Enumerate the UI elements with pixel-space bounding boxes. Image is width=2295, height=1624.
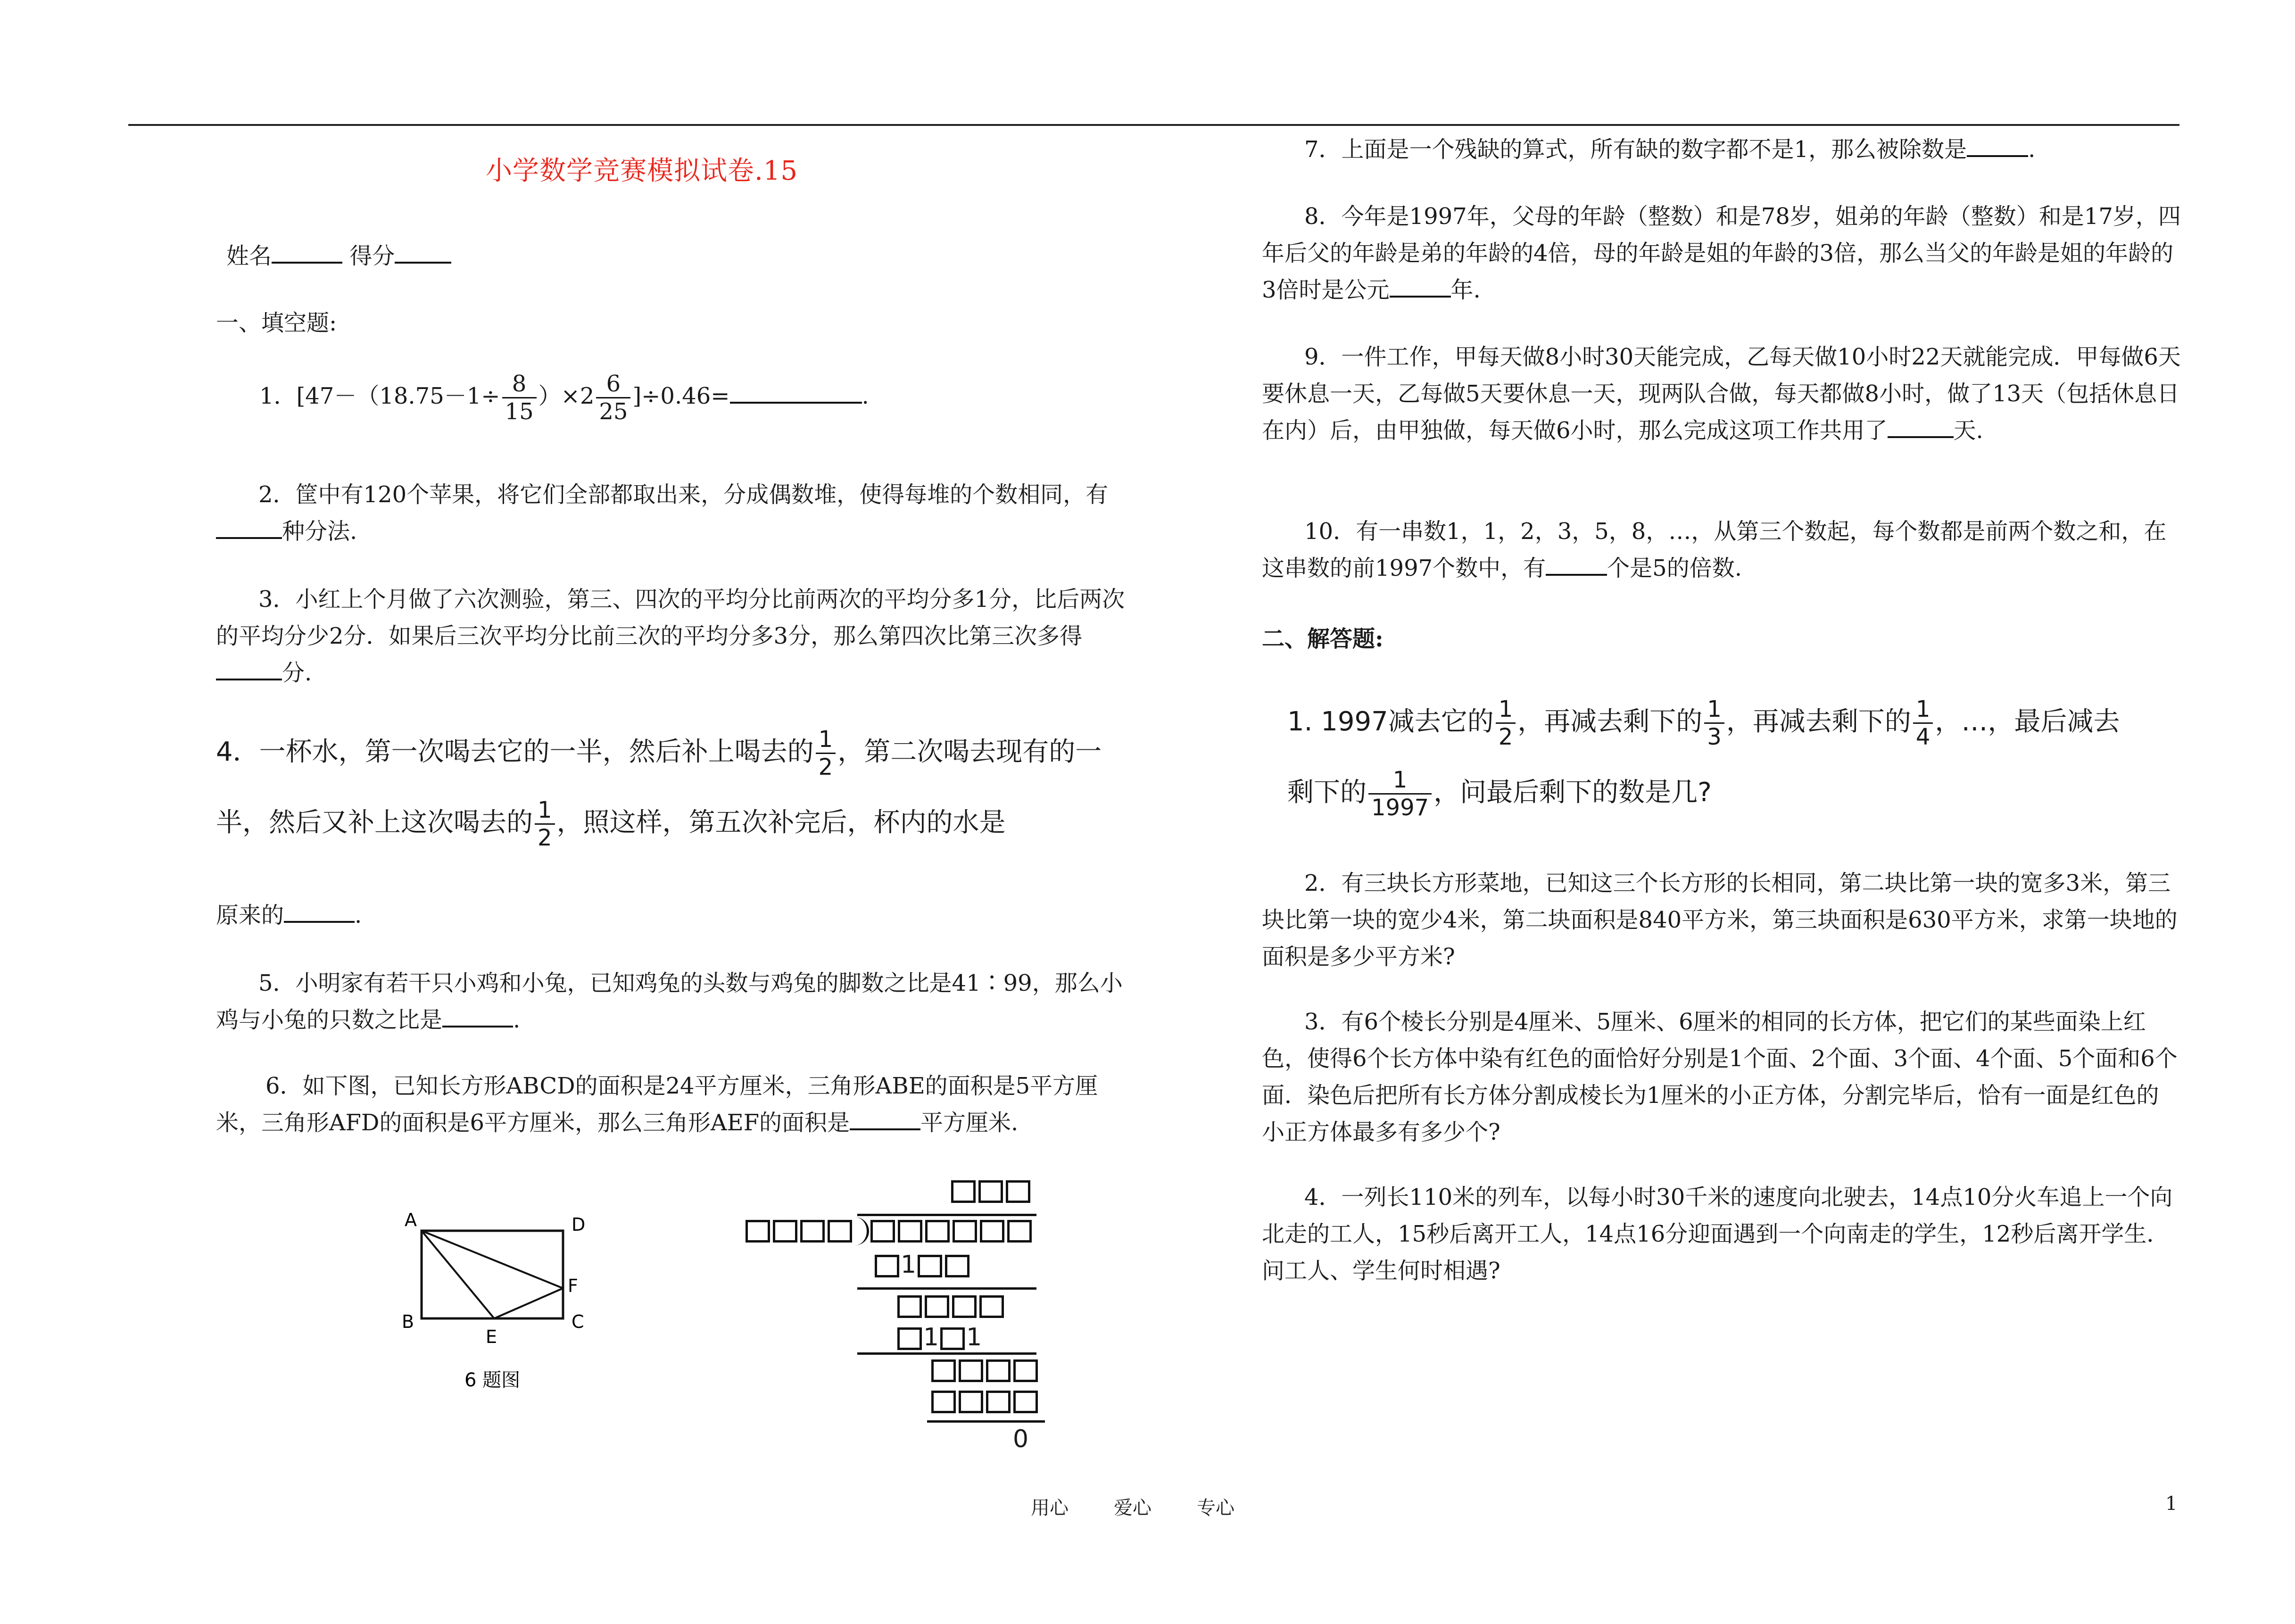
page-title: 小学数学竞赛模拟试卷.15 bbox=[486, 156, 798, 186]
fraction-1-1997 bbox=[1368, 769, 1432, 819]
answer-blank bbox=[1390, 277, 1451, 298]
digit-box bbox=[925, 1220, 950, 1243]
digit-box bbox=[1013, 1359, 1038, 1382]
q1-text-b: ）×2 bbox=[538, 383, 595, 409]
answer-question-1 bbox=[1287, 687, 2183, 828]
segment-ef bbox=[494, 1288, 563, 1318]
question-4 bbox=[216, 717, 1135, 858]
answer-blank bbox=[216, 518, 282, 539]
answer-blank bbox=[442, 1007, 513, 1027]
page-number: 1 bbox=[2165, 1493, 2178, 1515]
digit-box bbox=[953, 1220, 977, 1243]
q5-end: . bbox=[513, 1007, 521, 1033]
fraction-denominator: 1997 bbox=[1371, 795, 1429, 821]
q7-text: 7．上面是一个残缺的算式，所有缺的数字都不是1，那么被除数是 bbox=[1304, 136, 1967, 163]
rectangle-figure bbox=[387, 1207, 632, 1396]
answer-blank bbox=[1546, 555, 1607, 576]
aq1-text-a: 1. 1997减去它的 bbox=[1287, 706, 1494, 737]
digit-box bbox=[925, 1295, 949, 1318]
figure-caption: 6 题图 bbox=[464, 1369, 521, 1391]
name-blank bbox=[272, 243, 342, 264]
q2-post: 种分法. bbox=[282, 518, 357, 545]
footer-word: 爱心 bbox=[1114, 1497, 1152, 1519]
known-digit: 1 bbox=[966, 1323, 982, 1351]
digit-box bbox=[1006, 1180, 1030, 1203]
fraction-numerator: 8 bbox=[502, 373, 537, 398]
label-c: C bbox=[572, 1311, 584, 1332]
digit-box bbox=[1007, 1220, 1032, 1243]
subtraction-line bbox=[857, 1352, 1036, 1355]
label-b: B bbox=[402, 1311, 414, 1332]
fraction-numerator: 1 bbox=[1496, 698, 1516, 724]
quotient-row bbox=[950, 1176, 1032, 1204]
digit-box bbox=[875, 1255, 899, 1277]
digit-box bbox=[940, 1327, 965, 1350]
label-f: F bbox=[568, 1276, 578, 1296]
subtraction-line bbox=[857, 1287, 1036, 1290]
digit-box bbox=[986, 1391, 1011, 1413]
aq1-text-e: 剩下的 bbox=[1287, 777, 1367, 808]
q3-post: 分. bbox=[282, 660, 312, 686]
aq1-text-c: ，再减去剩下的 bbox=[1726, 706, 1911, 737]
question-8 bbox=[1262, 198, 2181, 308]
q1-text-a: 1．[47－（18.75－1÷ bbox=[259, 383, 500, 409]
header-rule bbox=[128, 124, 2179, 126]
digit-box bbox=[931, 1391, 956, 1413]
label-d: D bbox=[572, 1214, 586, 1235]
digit-box bbox=[1013, 1391, 1038, 1413]
divisor-dividend-row bbox=[744, 1216, 1033, 1245]
q10-post: 个是5的倍数. bbox=[1607, 555, 1742, 581]
fraction-denominator: 3 bbox=[1707, 724, 1722, 751]
q9-text: 9．一件工作，甲每天做8小时30天能完成，乙每天做10小时22天就能完成．甲每做6天要休息一天，乙每做5天要休息一天，现两队合做，每天都做8小时，做了13天（包括休息日在内）后，由甲独做，每天做6小时，那么完成这项工作共用了 bbox=[1262, 344, 2181, 444]
digit-box bbox=[918, 1255, 942, 1277]
question-4-answer-line bbox=[216, 897, 362, 934]
digit-box bbox=[931, 1359, 956, 1382]
fraction-1-3 bbox=[1704, 696, 1724, 751]
fraction-1-2 bbox=[1496, 696, 1516, 751]
q5-text: 5．小明家有若干只小鸡和小兔，已知鸡兔的头数与鸡兔的脚数之比是41∶99，那么小鸡与小兔的只数之比是 bbox=[216, 970, 1123, 1033]
q10-text: 10．有一串数1，1，2，3，5，8，…，从第三个数起，每个数都是前两个数之和，在这串数的前1997个数中，有 bbox=[1262, 518, 2167, 581]
digit-box bbox=[746, 1220, 770, 1243]
q4-text-c: ，照这样，第五次补完后，杯内的水是 bbox=[556, 807, 1006, 838]
fraction-denominator: 2 bbox=[1498, 724, 1513, 751]
q4-end: . bbox=[355, 902, 362, 928]
digit-box bbox=[800, 1220, 825, 1243]
digit-box bbox=[980, 1220, 1004, 1243]
q1-text-c: ]÷0.46= bbox=[632, 383, 730, 409]
digit-box bbox=[979, 1295, 1004, 1318]
fraction-numerator: 1 bbox=[1368, 769, 1432, 795]
fraction-denominator: 2 bbox=[538, 825, 552, 852]
question-3 bbox=[216, 581, 1135, 691]
question-9 bbox=[1262, 339, 2181, 449]
q8-post: 年. bbox=[1450, 277, 1481, 303]
answer-question-2: 2．有三块长方形菜地，已知这三个长方形的长相同，第二块比第一块的宽多3米，第三块比第一块的宽少4米，第二块面积是840平方米，第三块面积是630平方米，求第一块地的面积是多少平方米? bbox=[1262, 870, 2178, 970]
label-a: A bbox=[405, 1210, 417, 1230]
name-score-line bbox=[226, 238, 451, 274]
section-answer-heading: 二、解答题: bbox=[1262, 626, 1384, 652]
answer-question-3: 3．有6个棱长分别是4厘米、5厘米、6厘米的相同的长方体，把它们的某些面染上红色，使得6个长方体中染有红色的面恰好分别是1个面、2个面、3个面、4个面、5个面和6个面．染色后把所有长方体分割成棱长为1厘米的小正方体，分割完毕后，恰有一面是红色的小正方体最多有多少个? bbox=[1262, 1009, 2178, 1145]
digit-box bbox=[952, 1295, 977, 1318]
fraction-1-2 bbox=[535, 797, 555, 852]
question-6 bbox=[216, 1068, 1135, 1141]
q1-end: . bbox=[862, 383, 869, 409]
subtraction-line bbox=[927, 1420, 1045, 1423]
fraction-numerator: 1 bbox=[1913, 698, 1933, 724]
footer-word: 用心 bbox=[1031, 1497, 1069, 1519]
digit-box bbox=[959, 1391, 983, 1413]
segment-ae bbox=[422, 1231, 494, 1318]
q6-text: 6．如下图，已知长方形ABCD的面积是24平方厘米，三角形ABE的面积是5平方厘米，三角形AFD的面积是6平方厘米，那么三角形AEF的面积是 bbox=[216, 1073, 1098, 1136]
score-label: 得分 bbox=[349, 243, 395, 269]
known-digit: 1 bbox=[901, 1251, 917, 1279]
fraction-denominator: 4 bbox=[1915, 724, 1930, 751]
aq1-text-b: ，再减去剩下的 bbox=[1517, 706, 1703, 737]
aq1-text-f: ，问最后剩下的数是几? bbox=[1433, 777, 1712, 808]
partial-row-2 bbox=[896, 1291, 1005, 1319]
fraction-numerator: 1 bbox=[535, 799, 555, 825]
aq1-text-d: ，…，最后减去 bbox=[1935, 706, 2120, 737]
digit-box bbox=[951, 1180, 976, 1203]
fraction-denominator: 2 bbox=[818, 754, 833, 781]
digit-box bbox=[870, 1220, 895, 1243]
answer-blank bbox=[730, 383, 862, 404]
fraction-denominator: 25 bbox=[599, 398, 628, 425]
partial-row-5 bbox=[930, 1386, 1039, 1415]
fraction-1-2 bbox=[816, 728, 836, 779]
answer-blank bbox=[1967, 136, 2028, 157]
q2-text: 2．筐中有120个苹果，将它们全部都取出来，分成偶数堆，使得每堆的个数相同，有 bbox=[258, 481, 1109, 508]
answer-blank bbox=[1888, 417, 1954, 438]
digit-box bbox=[978, 1180, 1003, 1203]
score-blank bbox=[395, 243, 451, 264]
footer-word: 专心 bbox=[1197, 1497, 1234, 1519]
name-label: 姓名 bbox=[226, 243, 272, 269]
partial-row-4 bbox=[930, 1355, 1039, 1384]
digit-box bbox=[945, 1255, 969, 1277]
q4-text-a: 4．一杯水，第一次喝去它的一半，然后补上喝去的 bbox=[216, 737, 814, 767]
partial-row-3 bbox=[896, 1323, 982, 1351]
fraction-8-15 bbox=[502, 373, 537, 423]
section-fill-heading: 一、填空题: bbox=[216, 310, 337, 336]
answer-question-4: 4．一列长110米的列车，以每小时30千米的速度向北驶去，14点10分火车追上一个向北走的工人，15秒后离开工人，14点16分迎面遇到一个向南走的学生，12秒后离开学生．问工人、学生何时相遇? bbox=[1262, 1184, 2173, 1284]
digit-box bbox=[897, 1295, 922, 1318]
fraction-6-25 bbox=[596, 373, 630, 423]
q7-end: . bbox=[2028, 136, 2036, 163]
answer-blank bbox=[284, 902, 355, 923]
fraction-1-4 bbox=[1913, 696, 1933, 751]
question-1 bbox=[259, 373, 869, 423]
fraction-numerator: 6 bbox=[596, 373, 630, 398]
label-e: E bbox=[486, 1326, 497, 1347]
q3-text: 3．小红上个月做了六次测验，第三、四次的平均分比前两次的平均分多1分，比后两次的平均分少2分．如果后三次平均分比前三次的平均分多3分，那么第四次比第三次多得 bbox=[216, 586, 1125, 649]
answer-blank bbox=[216, 660, 282, 680]
digit-box bbox=[959, 1359, 983, 1382]
digit-box bbox=[773, 1220, 797, 1243]
fraction-numerator: 1 bbox=[1704, 698, 1724, 724]
question-5 bbox=[216, 965, 1135, 1038]
answer-blank bbox=[850, 1110, 920, 1130]
known-digit: 1 bbox=[923, 1323, 939, 1351]
question-2 bbox=[216, 476, 1135, 550]
digit-box bbox=[986, 1359, 1011, 1382]
fraction-denominator: 15 bbox=[505, 398, 534, 425]
q4-text-b: ，第二次喝去现有的一半，然后又补上这次喝去的 bbox=[216, 737, 1102, 838]
digit-box bbox=[898, 1220, 922, 1243]
remainder: 0 bbox=[1013, 1425, 1029, 1453]
digit-box bbox=[828, 1220, 852, 1243]
q4-line2: 原来的 bbox=[216, 902, 284, 928]
q9-post: 天. bbox=[1953, 417, 1983, 444]
rectangle-abcd bbox=[422, 1231, 563, 1318]
partial-row-1 bbox=[873, 1251, 971, 1279]
digit-box bbox=[897, 1327, 922, 1350]
fraction-numerator: 1 bbox=[816, 728, 836, 754]
q8-text: 8．今年是1997年，父母的年龄（整数）和是78岁，姐弟的年龄（整数）和是17岁，四年后父的年龄是弟的年龄的4倍，母的年龄是姐的年龄的3倍，那么当父的年龄是姐的年龄的3倍时是公元 bbox=[1262, 203, 2181, 303]
division-bracket bbox=[853, 1217, 869, 1245]
question-7 bbox=[1262, 131, 2181, 168]
question-10 bbox=[1262, 513, 2181, 587]
q6-post: 平方厘米. bbox=[920, 1110, 1019, 1136]
segment-af bbox=[422, 1231, 563, 1288]
